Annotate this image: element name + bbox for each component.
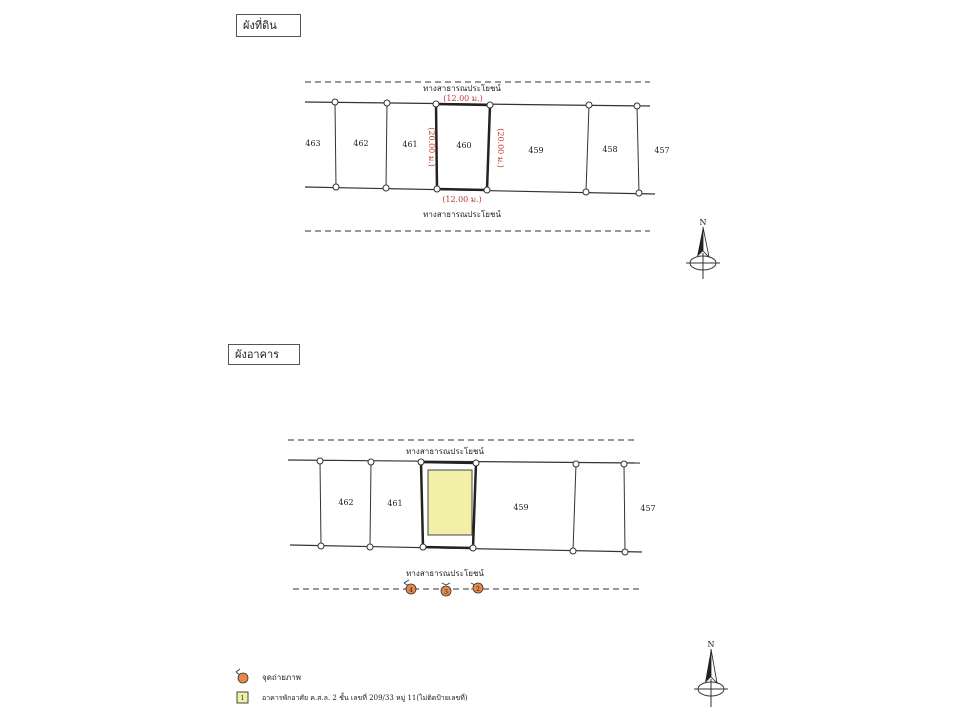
plot-number: 457 [654,146,670,155]
boundary-marker [332,99,338,105]
boundary-marker [384,100,390,106]
north-arrow-icon [686,218,720,279]
legend-item-building [237,691,468,703]
photo-point-number: 2 [476,586,480,593]
boundary-marker [573,461,579,467]
land-divider [335,102,336,187]
legend-photo-point-label: จุดถ่ายภาพ [262,673,301,682]
boundary-marker [484,187,490,193]
land-divider [386,103,387,188]
dimension-label-right: (20.00 ม.) [496,128,505,168]
building-divider [370,462,371,547]
plot-number: 459 [513,503,529,512]
dimension-label-top: (12.00 ม.) [443,94,483,103]
boundary-marker [383,185,389,191]
plot-number: 458 [602,145,618,154]
boundary-marker [621,461,627,467]
plot-number: 461 [402,140,418,149]
plot-number: 457 [640,504,656,513]
dimension-label-bottom: (12.00 ม.) [442,195,482,204]
north-arrow-icon [694,640,728,707]
plot-number: 461 [387,499,403,508]
boundary-marker [333,184,339,190]
boundary-marker [570,548,576,554]
boundary-marker [418,459,424,465]
boundary-marker [367,544,373,550]
photo-point [441,583,451,596]
plot-number: 462 [353,139,369,148]
boundary-marker [368,459,374,465]
boundary-marker [473,460,479,466]
subject-plot-number: 460 [456,141,472,150]
building-road-label-bottom: ทางสาธารณประโยชน์ [406,569,484,578]
boundary-marker [622,549,628,555]
boundary-marker [318,543,324,549]
boundary-marker [434,186,440,192]
land-plan [305,82,670,231]
boundary-marker [317,458,323,464]
plot-number: 462 [338,498,354,507]
land-road-label-bottom: ทางสาธารณประโยชน์ [423,210,501,219]
boundary-marker [634,103,640,109]
plot-number: 459 [528,146,544,155]
boundary-marker [470,545,476,551]
photo-point [471,583,483,593]
building-divider [573,464,576,551]
boundary-marker [583,189,589,195]
boundary-marker [487,102,493,108]
building-footprint [428,470,472,535]
building-plan-title: ผังอาคาร [235,348,280,361]
photo-point [404,580,416,594]
land-divider [586,105,589,192]
land-plan-title: ผังที่ดิน [243,19,277,32]
land-road-label-top: ทางสาธารณประโยชน์ [423,84,501,93]
building-plan [288,440,656,596]
legend-building-label: อาคารพักอาศัย ค.ส.ล. 2 ชั้น เลขที่ 209/33 หมู่ 11(ไม่ติดป้ายเลขที่) [262,694,468,702]
boundary-marker [433,101,439,107]
land-divider [637,106,639,193]
boundary-marker [420,544,426,550]
building-divider [624,464,625,552]
photo-point-icon [238,673,248,683]
dimension-label-left: (20.00 ม.) [427,127,436,167]
plot-number: 463 [305,139,321,148]
legend-item-photo-point [236,669,301,683]
north-label: N [699,218,707,227]
legend [236,669,468,703]
photo-point-number: 3 [444,589,448,596]
photo-point-number: 4 [409,587,413,594]
building-divider [320,461,321,546]
north-label: N [707,640,715,649]
building-road-label-top: ทางสาธารณประโยชน์ [406,447,484,456]
building-marker-number: 1 [240,695,245,702]
boundary-marker [636,190,642,196]
boundary-marker [586,102,592,108]
